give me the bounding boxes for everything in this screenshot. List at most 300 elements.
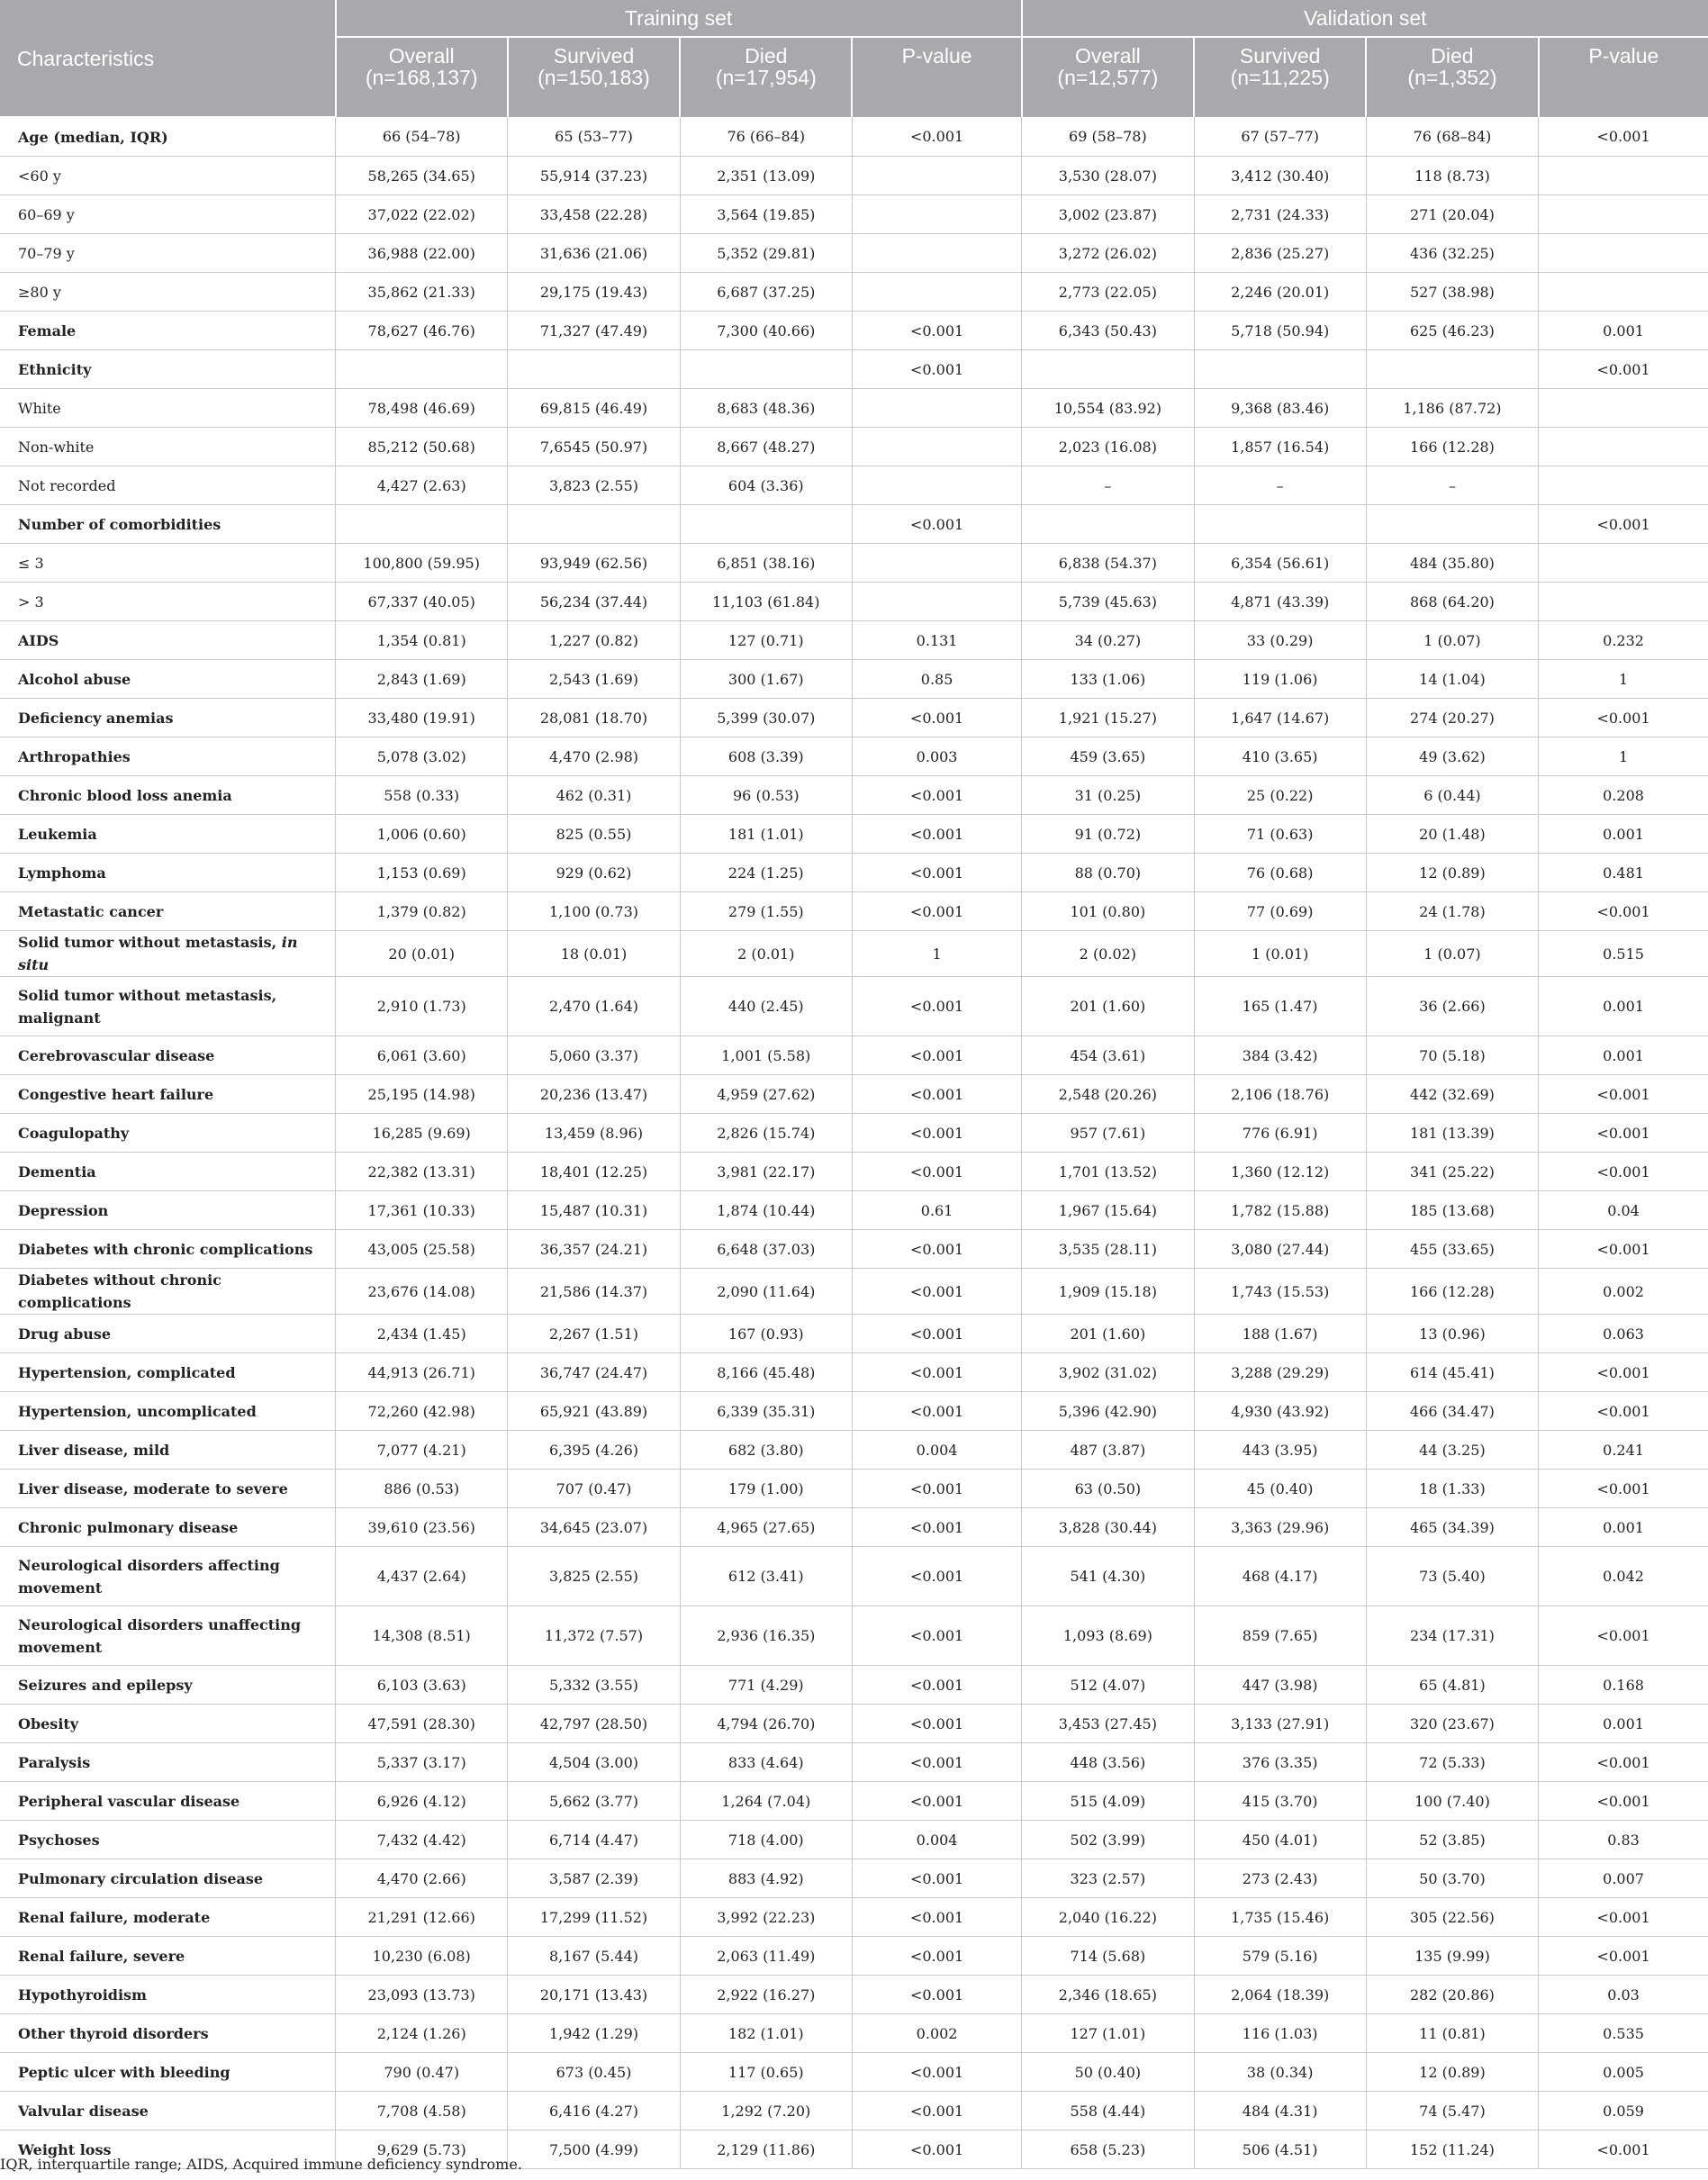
column-header [1539,37,1708,117]
table-cell: 673 (0.45) [508,2053,680,2092]
table-row [0,1431,1708,1470]
table-row [0,892,1708,931]
table-cell: 37,022 (22.02) [336,195,508,234]
table-cell: 10,230 (6.08) [336,1937,508,1976]
table-cell: 558 (4.44) [1022,2092,1194,2130]
table-cell: <0.001 [852,350,1021,389]
table-cell: 957 (7.61) [1022,1114,1194,1153]
table-cell: 127 (1.01) [1022,2014,1194,2053]
table-cell: 201 (1.60) [1022,977,1194,1036]
table-cell: 70 (5.18) [1366,1036,1538,1075]
table-cell: 2,064 (18.39) [1194,1976,1366,2014]
table-row [0,1508,1708,1547]
table-cell [1539,428,1708,466]
table-body [0,117,1708,2169]
row-label-text: Weight loss [18,2140,112,2158]
table-cell: 2,124 (1.26) [336,2014,508,2053]
table-cell: <0.001 [1539,892,1708,931]
table-row [0,1269,1708,1315]
table-cell: 440 (2.45) [680,977,852,1036]
table-cell: 11,372 (7.57) [508,1606,680,1666]
table-cell: 1,354 (0.81) [336,621,508,660]
table-cell: 165 (1.47) [1194,977,1366,1036]
table-row [0,1353,1708,1392]
table-cell: <0.001 [852,117,1021,157]
table-cell [1539,195,1708,234]
table-cell: <0.001 [1539,1743,1708,1782]
row-label-text: Renal failure, severe [18,1947,185,1965]
table-cell: 1,735 (15.46) [1194,1898,1366,1937]
table-cell: 25 (0.22) [1194,776,1366,815]
table-cell: 4,965 (27.65) [680,1508,852,1547]
table-cell: <0.001 [852,1666,1021,1705]
table-cell: 7,432 (4.42) [336,1821,508,1859]
row-label [0,1782,336,1821]
table-cell [508,505,680,544]
table-cell: 2,731 (24.33) [1194,195,1366,234]
table-cell: 487 (3.87) [1022,1431,1194,1470]
table-row [0,2092,1708,2130]
table-cell: 133 (1.06) [1022,660,1194,699]
table-cell: 1,782 (15.88) [1194,1191,1366,1230]
table-cell: <0.001 [852,2053,1021,2092]
table-row [0,1606,1708,1666]
table-cell [680,505,852,544]
table-cell [1539,389,1708,428]
table-cell: 6,648 (37.03) [680,1230,852,1269]
table-cell: 0.001 [1539,815,1708,854]
table-cell: 179 (1.00) [680,1470,852,1508]
table-cell [852,466,1021,505]
table-cell: 442 (32.69) [1366,1075,1538,1114]
column-header [680,37,852,117]
table-cell: 6,714 (4.47) [508,1821,680,1859]
column-header-n: (n=168,137) [365,66,478,89]
table-cell: 50 (3.70) [1366,1859,1538,1898]
table-cell: 44 (3.25) [1366,1431,1538,1470]
table-cell: 320 (23.67) [1366,1705,1538,1743]
table-cell: 14,308 (8.51) [336,1606,508,1666]
table-cell: 88 (0.70) [1022,854,1194,892]
table-cell: 71 (0.63) [1194,815,1366,854]
row-label [0,660,336,699]
row-label [0,1821,336,1859]
row-label-text: Lymphoma [18,864,106,882]
row-label [0,350,336,389]
table-cell: 14 (1.04) [1366,660,1538,699]
table-cell: 3,825 (2.55) [508,1547,680,1606]
row-label-text: Deficiency anemias [18,709,174,727]
table-cell: <0.001 [852,1353,1021,1392]
table-cell: 56,234 (37.44) [508,583,680,621]
table-cell: 0.83 [1539,1821,1708,1859]
table-row [0,1976,1708,2014]
column-header-name: P-value [1588,44,1659,68]
table-cell: 6,838 (54.37) [1022,544,1194,583]
table-cell: 11,103 (61.84) [680,583,852,621]
table-cell: <0.001 [852,1315,1021,1353]
table-cell: 1,001 (5.58) [680,1036,852,1075]
table-cell: 0.535 [1539,2014,1708,2053]
row-label [0,2053,336,2092]
table-cell: 3,823 (2.55) [508,466,680,505]
table-cell: <0.001 [852,699,1021,737]
table-cell [1539,273,1708,312]
table-row [0,1153,1708,1191]
table-row [0,2014,1708,2053]
table-cell: <0.001 [1539,1898,1708,1937]
table-cell: 1 [852,931,1021,977]
table-cell: 2,548 (20.26) [1022,1075,1194,1114]
row-label [0,1743,336,1782]
table-row [0,583,1708,621]
table-cell: 2,922 (16.27) [680,1976,852,2014]
table-cell: 274 (20.27) [1366,699,1538,737]
table-cell: 1,186 (87.72) [1366,389,1538,428]
row-label [0,1508,336,1547]
table-cell: 3,530 (28.07) [1022,157,1194,195]
row-label [0,815,336,854]
table-cell: 384 (3.42) [1194,1036,1366,1075]
row-label-text: Coagulopathy [18,1124,130,1142]
header-characteristics: Characteristics [0,0,336,117]
table-cell: 1,264 (7.04) [680,1782,852,1821]
table-cell: 18 (0.01) [508,931,680,977]
table-cell: <0.001 [1539,1153,1708,1191]
table-cell: 24 (1.78) [1366,892,1538,931]
table-cell: 85,212 (50.68) [336,428,508,466]
table-cell: <0.001 [1539,699,1708,737]
table-row [0,1547,1708,1606]
table-cell: 2,910 (1.73) [336,977,508,1036]
table-cell: 21,291 (12.66) [336,1898,508,1937]
table-cell: 3,002 (23.87) [1022,195,1194,234]
row-label-text: Psychoses [18,1831,100,1849]
table-cell: <0.001 [852,1782,1021,1821]
row-label [0,1353,336,1392]
row-label-text: AIDS [18,631,59,649]
row-label-text: Not recorded [18,476,116,494]
table-cell: 167 (0.93) [680,1315,852,1353]
table-row [0,1666,1708,1705]
table-cell: 7,300 (40.66) [680,312,852,350]
table-cell: <0.001 [852,312,1021,350]
table-cell: 608 (3.39) [680,737,852,776]
table-cell: 1 [1539,660,1708,699]
table-cell: 468 (4.17) [1194,1547,1366,1606]
table-cell: <0.001 [852,1937,1021,1976]
table-row [0,854,1708,892]
table-cell [1539,583,1708,621]
table-cell: 12 (0.89) [1366,854,1538,892]
table-cell: 71,327 (47.49) [508,312,680,350]
column-header-name: Survived [553,44,635,68]
table-cell: 67,337 (40.05) [336,583,508,621]
table-cell: 6,395 (4.26) [508,1431,680,1470]
table-cell: <0.001 [1539,1782,1708,1821]
row-label [0,1470,336,1508]
table-cell: 502 (3.99) [1022,1821,1194,1859]
table-cell: 0.168 [1539,1666,1708,1705]
table-cell: 6,103 (3.63) [336,1666,508,1705]
row-label-text: Neurological disorders unaffecting movement [18,1615,302,1656]
table-cell: <0.001 [852,1976,1021,2014]
table-row [0,699,1708,737]
table-cell: 305 (22.56) [1366,1898,1538,1937]
row-label-text: Alcohol abuse [18,670,131,688]
table-cell: <0.001 [1539,350,1708,389]
table-row [0,1937,1708,1976]
table-cell [1366,505,1538,544]
table-cell: 1,100 (0.73) [508,892,680,931]
table-cell: 5,399 (30.07) [680,699,852,737]
row-label [0,1431,336,1470]
row-label-text: > 3 [18,592,44,611]
table-row [0,312,1708,350]
table-cell: <0.001 [1539,1353,1708,1392]
row-label-text: ≥80 y [18,283,61,301]
table-row [0,234,1708,273]
table-cell: 20 (0.01) [336,931,508,977]
table-cell: 3,828 (30.44) [1022,1508,1194,1547]
table-cell: 279 (1.55) [680,892,852,931]
table-cell: <0.001 [1539,505,1708,544]
table-cell: 34 (0.27) [1022,621,1194,660]
column-header-name: P-value [901,44,972,68]
row-label [0,389,336,428]
table-cell: 5,352 (29.81) [680,234,852,273]
table-cell: 0.004 [852,1821,1021,1859]
table-row [0,544,1708,583]
table-cell: 23,093 (13.73) [336,1976,508,2014]
table-cell: 234 (17.31) [1366,1606,1538,1666]
table-cell: 2,351 (13.09) [680,157,852,195]
header-training-set: Training set [336,0,1022,37]
table-cell: <0.001 [1539,1075,1708,1114]
row-label [0,583,336,621]
table-cell: 3,564 (19.85) [680,195,852,234]
table-cell: <0.001 [1539,1230,1708,1269]
table-cell: <0.001 [1539,1114,1708,1153]
table-cell: 4,504 (3.00) [508,1743,680,1782]
table-cell: 459 (3.65) [1022,737,1194,776]
table-cell: 0.002 [1539,1269,1708,1315]
row-label [0,854,336,892]
table-cell: 44,913 (26.71) [336,1353,508,1392]
table-cell: 11 (0.81) [1366,2014,1538,2053]
table-row [0,1821,1708,1859]
table-cell: 0.059 [1539,2092,1708,2130]
table-cell: 462 (0.31) [508,776,680,815]
row-label-text: Obesity [18,1714,79,1732]
table-cell [852,234,1021,273]
table-cell: 20 (1.48) [1366,815,1538,854]
table-cell: 415 (3.70) [1194,1782,1366,1821]
table-cell: 23,676 (14.08) [336,1269,508,1315]
table-cell [852,157,1021,195]
table-cell: 6 (0.44) [1366,776,1538,815]
table-cell: 181 (1.01) [680,815,852,854]
table-cell: 300 (1.67) [680,660,852,699]
table-cell [852,583,1021,621]
row-label [0,273,336,312]
table-cell [852,273,1021,312]
table-cell [1366,350,1538,389]
table-cell: 1,701 (13.52) [1022,1153,1194,1191]
table-cell: 69,815 (46.49) [508,389,680,428]
row-label-text: Chronic pulmonary disease [18,1518,239,1536]
column-header-name: Died [1431,44,1474,68]
row-label-text: Neurological disorders affecting movement [18,1556,280,1597]
row-label [0,1153,336,1191]
table-row [0,466,1708,505]
table-cell: 0.005 [1539,2053,1708,2092]
row-label [0,1114,336,1153]
table-cell: 127 (0.71) [680,621,852,660]
table-cell: 868 (64.20) [1366,583,1538,621]
table-cell: <0.001 [852,1036,1021,1075]
table-cell: 506 (4.51) [1194,2130,1366,2169]
row-label-text: 60–69 y [18,205,75,223]
table-cell: 454 (3.61) [1022,1036,1194,1075]
table-cell: 0.03 [1539,1976,1708,2014]
table-cell [1022,505,1194,544]
table-cell: 2,040 (16.22) [1022,1898,1194,1937]
table-cell: 201 (1.60) [1022,1315,1194,1353]
table-cell: 118 (8.73) [1366,157,1538,195]
table-cell: 3,453 (27.45) [1022,1705,1194,1743]
table-cell: 29,175 (19.43) [508,273,680,312]
header-row-groups [0,0,1708,37]
table-cell: 6,343 (50.43) [1022,312,1194,350]
table-cell: 0.85 [852,660,1021,699]
row-label [0,1705,336,1743]
column-header [1194,37,1366,117]
table-cell: 36,357 (24.21) [508,1230,680,1269]
table-cell: 1,153 (0.69) [336,854,508,892]
row-label-text: Arthropathies [18,747,131,765]
table-cell: 76 (68–84) [1366,117,1538,157]
table-cell: 5,078 (3.02) [336,737,508,776]
table-cell: 4,959 (27.62) [680,1075,852,1114]
column-header-n: (n=17,954) [715,66,817,89]
table-cell: 7,500 (4.99) [508,2130,680,2169]
column-header-n: (n=12,577) [1057,66,1159,89]
row-label [0,1315,336,1353]
table-cell: <0.001 [852,1898,1021,1937]
table-row [0,1315,1708,1353]
table-cell: 0.002 [852,2014,1021,2053]
row-label [0,1191,336,1230]
table-cell: 181 (13.39) [1366,1114,1538,1153]
table-cell [1539,234,1708,273]
table-cell: 771 (4.29) [680,1666,852,1705]
row-label-text: Female [18,321,77,339]
table-cell: 0.001 [1539,312,1708,350]
table-cell: 2,246 (20.01) [1194,273,1366,312]
table-row [0,737,1708,776]
row-label-text: Solid tumor without metastasis, malignant [18,986,277,1027]
row-label-text: Number of comorbidities [18,515,221,533]
row-label [0,505,336,544]
table-cell: 35,862 (21.33) [336,273,508,312]
table-cell: 4,470 (2.66) [336,1859,508,1898]
table-cell: 3,535 (28.11) [1022,1230,1194,1269]
table-cell: 1 [1539,737,1708,776]
table-cell: 6,687 (37.25) [680,273,852,312]
header-validation-set: Validation set [1022,0,1708,37]
column-header [336,37,508,117]
table-cell: 410 (3.65) [1194,737,1366,776]
table-cell: 77 (0.69) [1194,892,1366,931]
table-cell: 20,236 (13.47) [508,1075,680,1114]
column-header-n: (n=1,352) [1407,66,1497,89]
table-cell: 2 (0.02) [1022,931,1194,977]
row-label [0,157,336,195]
row-label-text: Leukemia [18,825,97,843]
table-cell: 4,930 (43.92) [1194,1392,1366,1431]
row-label-text: Ethnicity [18,360,92,378]
table-row [0,1392,1708,1431]
table-cell: 776 (6.91) [1194,1114,1366,1153]
table-cell: <0.001 [852,977,1021,1036]
table-cell: 69 (58–78) [1022,117,1194,157]
table-cell: <0.001 [852,1743,1021,1782]
row-label-text: Other thyroid disorders [18,2024,209,2042]
table-cell: 101 (0.80) [1022,892,1194,931]
table-row [0,660,1708,699]
table-cell: 1,360 (12.12) [1194,1153,1366,1191]
table-cell: 0.007 [1539,1859,1708,1898]
table-row [0,931,1708,977]
table-cell: 0.232 [1539,621,1708,660]
table-cell: 579 (5.16) [1194,1937,1366,1976]
table-cell: <0.001 [852,1269,1021,1315]
table-cell: 790 (0.47) [336,2053,508,2092]
table-cell: 3,363 (29.96) [1194,1508,1366,1547]
table-row [0,977,1708,1036]
table-row [0,1075,1708,1114]
table-cell: 1,227 (0.82) [508,621,680,660]
table-cell: 1,647 (14.67) [1194,699,1366,737]
table-cell: 33,458 (22.28) [508,195,680,234]
table-cell: 22,382 (13.31) [336,1153,508,1191]
table-row [0,1898,1708,1937]
table-cell: 5,718 (50.94) [1194,312,1366,350]
table-cell: 3,133 (27.91) [1194,1705,1366,1743]
table-cell: 65 (53–77) [508,117,680,157]
table-cell: 4,427 (2.63) [336,466,508,505]
row-label-text: Renal failure, moderate [18,1908,211,1926]
table-row [0,1705,1708,1743]
table-cell [336,350,508,389]
table-cell: <0.001 [852,1705,1021,1743]
row-label [0,1392,336,1431]
row-label-text: Hypothyroidism [18,1986,147,2004]
table-cell: 2,773 (22.05) [1022,273,1194,312]
column-header [508,37,680,117]
table-cell: 8,683 (48.36) [680,389,852,428]
row-label [0,1036,336,1075]
row-label [0,892,336,931]
table-cell: <0.001 [1539,1392,1708,1431]
table-cell: 34,645 (23.07) [508,1508,680,1547]
table-cell: 17,299 (11.52) [508,1898,680,1937]
table-cell: 5,396 (42.90) [1022,1392,1194,1431]
table-cell: 43,005 (25.58) [336,1230,508,1269]
row-label [0,2092,336,2130]
row-label-text: Liver disease, moderate to severe [18,1479,288,1497]
